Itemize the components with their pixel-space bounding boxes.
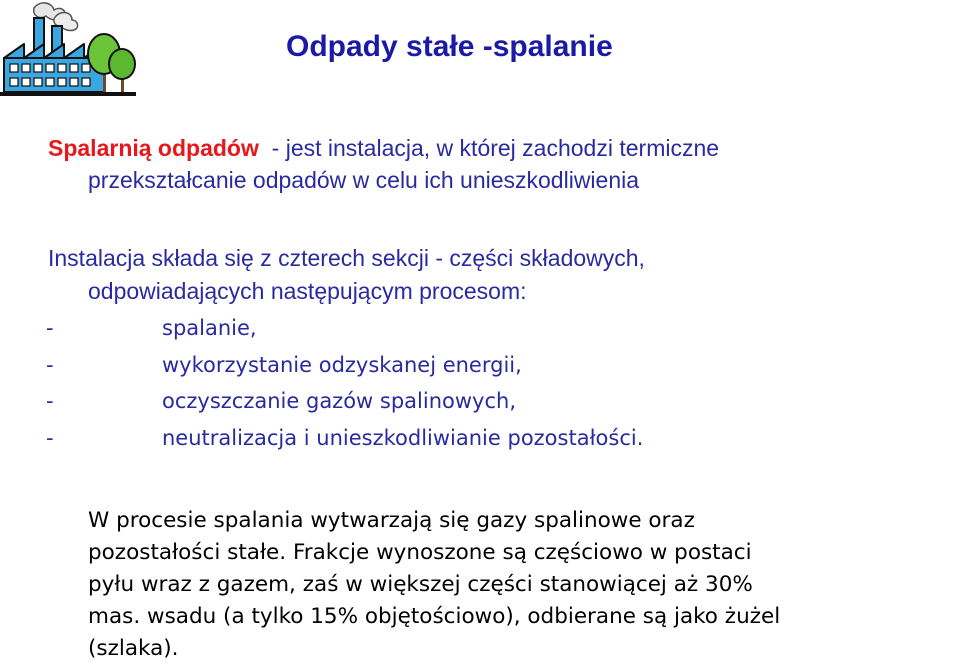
factory-icon: [0, 0, 140, 100]
list-marker: -: [46, 316, 54, 340]
page-title: Odpady stałe -spalanie: [286, 30, 613, 63]
paragraph-line: pozostałości stałe. Frakcje wynoszone są częściowo w postaci: [88, 540, 752, 565]
definition-term: Spalarnią odpadów: [48, 135, 259, 161]
paragraph-line: mas. wsadu (a tylko 15% objętościowo), odbierane są jako żużel: [88, 604, 781, 629]
paragraph-line: W procesie spalania wytwarzają się gazy spalinowe oraz: [88, 508, 695, 533]
list-item-text: spalanie,: [162, 316, 257, 340]
list-item: [46, 310, 951, 347]
paragraph-line: (szlaka).: [88, 636, 179, 661]
process-list: [46, 310, 951, 456]
list-marker: -: [46, 389, 54, 413]
intro-line-1: Instalacja składa się z czterech sekcji - części składowych,: [48, 245, 645, 271]
list-item: [46, 420, 951, 457]
intro-block: [48, 242, 953, 308]
list-item: [46, 347, 951, 384]
list-item-text: neutralizacja i unieszkodliwianie pozostałości.: [162, 425, 644, 450]
definition-line-2: przekształcanie odpadów w celu ich unieszkodliwienia: [88, 167, 640, 193]
list-marker: -: [46, 352, 54, 377]
definition-block: [48, 132, 953, 196]
description-paragraph: [88, 505, 958, 665]
list-marker: -: [46, 425, 54, 450]
list-item-text: wykorzystanie odzyskanej energii,: [162, 352, 522, 377]
definition-text: - jest instalacja, w której zachodzi termiczne: [258, 135, 720, 161]
intro-line-2: odpowiadających następującym procesom:: [88, 278, 527, 304]
list-item-text: oczyszczanie gazów spalinowych,: [162, 389, 517, 413]
definition-line-1: [48, 132, 953, 164]
list-item: [46, 383, 951, 420]
paragraph-line: pyłu wraz z gazem, zaś w większej części stanowiącej aż 30%: [88, 572, 753, 597]
